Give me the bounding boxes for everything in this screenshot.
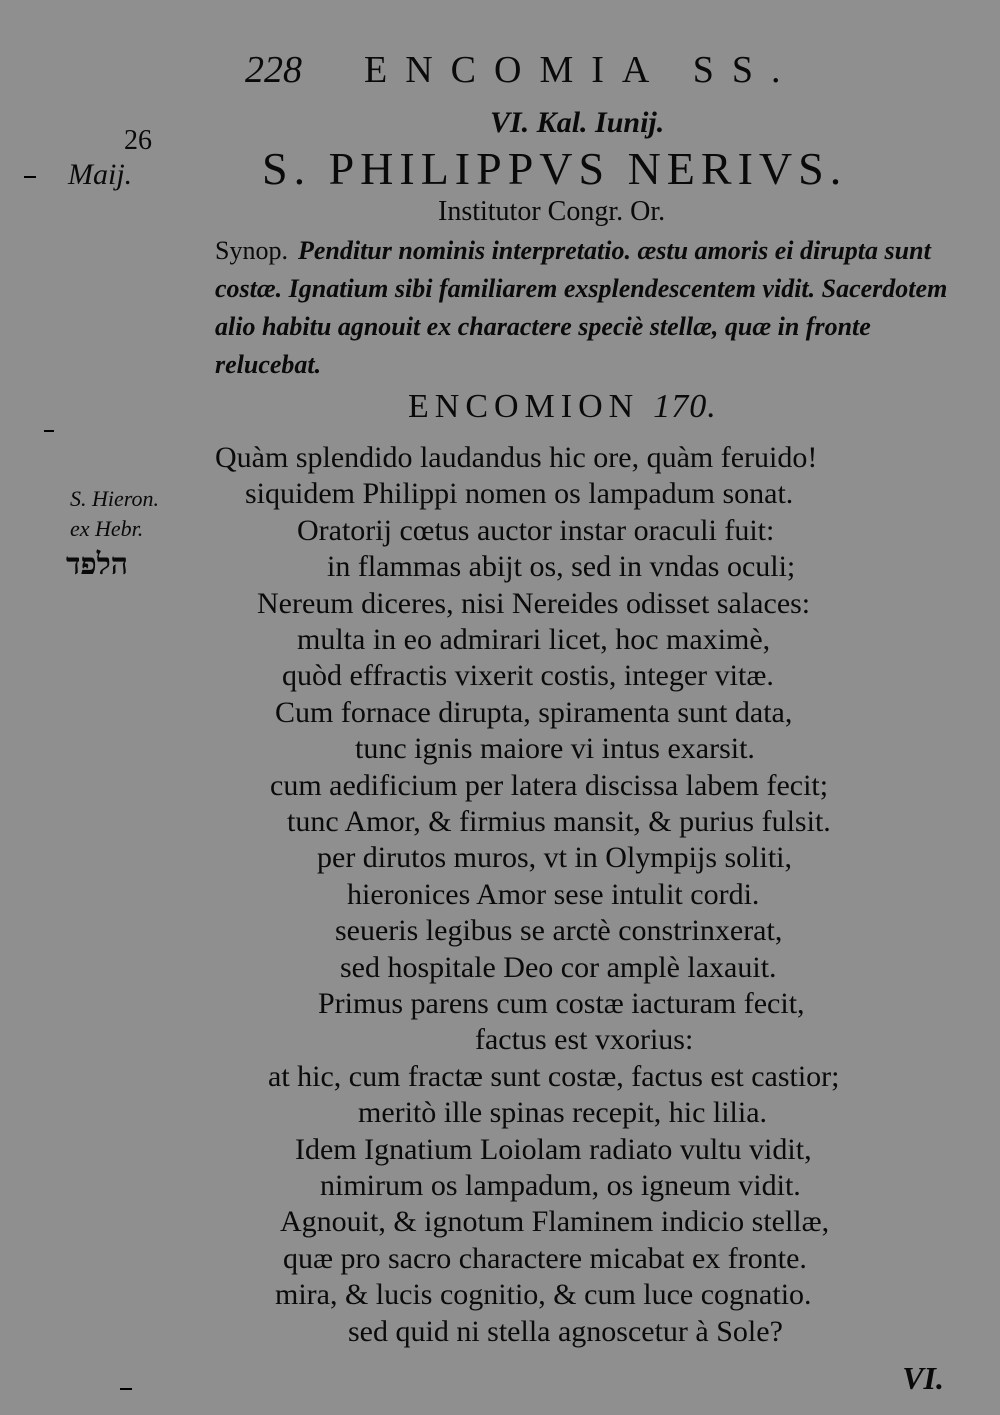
catchword: VI. [902, 1360, 944, 1396]
synopsis [215, 232, 960, 384]
verse-line: multa in eo admirari licet, hoc maximè, [297, 623, 771, 656]
saint-subtitle: Institutor Congr. Or. [438, 196, 666, 227]
verse-line: sed quid ni stella agnoscetur à Sole? [348, 1315, 783, 1348]
verse-line: cum aedificium per latera discissa labem fecit; [270, 769, 829, 802]
verse-line: factus est vxorius: [475, 1023, 694, 1056]
verse-line: meritò ille spinas recepit, hic lilia. [358, 1096, 768, 1129]
margin-date-month: Maij. [68, 158, 133, 191]
margin-note-line1: S. Hieron. [70, 486, 160, 511]
verse-line: Cum fornace dirupta, spiramenta sunt data, [275, 696, 793, 729]
verse-line: Primus parens cum costæ iacturam fecit, [318, 987, 805, 1020]
synopsis-label: Synop. [215, 236, 288, 265]
margin-note [70, 484, 159, 544]
running-head-title: ENCOMIA SS. [364, 49, 799, 91]
verse-line: hieronices Amor sese intulit cordi. [347, 878, 760, 911]
verse-line: in flammas abijt os, sed in vndas oculi; [327, 550, 796, 583]
verse-line: at hic, cum fractæ sunt costæ, factus est castior; [268, 1060, 840, 1093]
saint-title: S. PHILIPPVS NERIVS. [262, 143, 848, 194]
page-number: 228 [245, 49, 302, 91]
encomion-number: 170. [653, 388, 717, 425]
margin-note-line2: ex Hebr. [70, 516, 144, 541]
verse-line: Idem Ignatium Loiolam radiato vultu vidit, [295, 1133, 812, 1166]
synopsis-text: Penditur nominis interpretatio. æstu amoris ei dirupta sunt costæ. Ignatium sibi familiarem exsplendescentem vidit. Sacerdotem alio habitu agnouit ex charactere speciè stellæ, quæ in fronte relucebat. [215, 236, 948, 379]
verse-line: Quàm splendido laudandus hic ore, quàm feruido! [215, 441, 818, 474]
page-speck [24, 176, 36, 178]
verse-line: quòd effractis vixerit costis, integer vitæ. [282, 659, 774, 692]
running-head [245, 48, 799, 92]
page-speck [44, 430, 54, 432]
verse-line: mira, & lucis cognitio, & cum luce cognatio. [275, 1278, 812, 1311]
verse-line: tunc Amor, & firmius mansit, & purius fulsit. [287, 805, 831, 838]
verse-line: seueris legibus se arctè constrinxerat, [335, 914, 783, 947]
feast-date: VI. Kal. Iunij. [490, 106, 665, 139]
margin-date-day: 26 [124, 125, 152, 156]
verse-line: Agnouit, & ignotum Flaminem indicio stellæ, [280, 1205, 830, 1238]
verse-line: quæ pro sacro charactere micabat ex fronte. [283, 1242, 807, 1275]
verse-line: nimirum os lampadum, os igneum vidit. [320, 1169, 801, 1202]
page-speck [120, 1388, 132, 1390]
verse-line: Oratorij cœtus auctor instar oraculi fuit: [297, 514, 775, 547]
verse-line: siquidem Philippi nomen os lampadum sonat. [245, 477, 794, 510]
encomion-label: ENCOMION [408, 388, 640, 425]
encomion-heading [408, 388, 717, 426]
margin-note-hebrew: הלפד [66, 548, 129, 581]
verse-line: Nereum diceres, nisi Nereides odisset salaces: [257, 587, 811, 620]
verse-line: per dirutos muros, vt in Olympijs soliti, [317, 841, 793, 874]
verse-line: sed hospitale Deo cor amplè laxauit. [340, 951, 777, 984]
margin-date [68, 124, 152, 192]
verse-line: tunc ignis maiore vi intus exarsit. [355, 732, 755, 765]
